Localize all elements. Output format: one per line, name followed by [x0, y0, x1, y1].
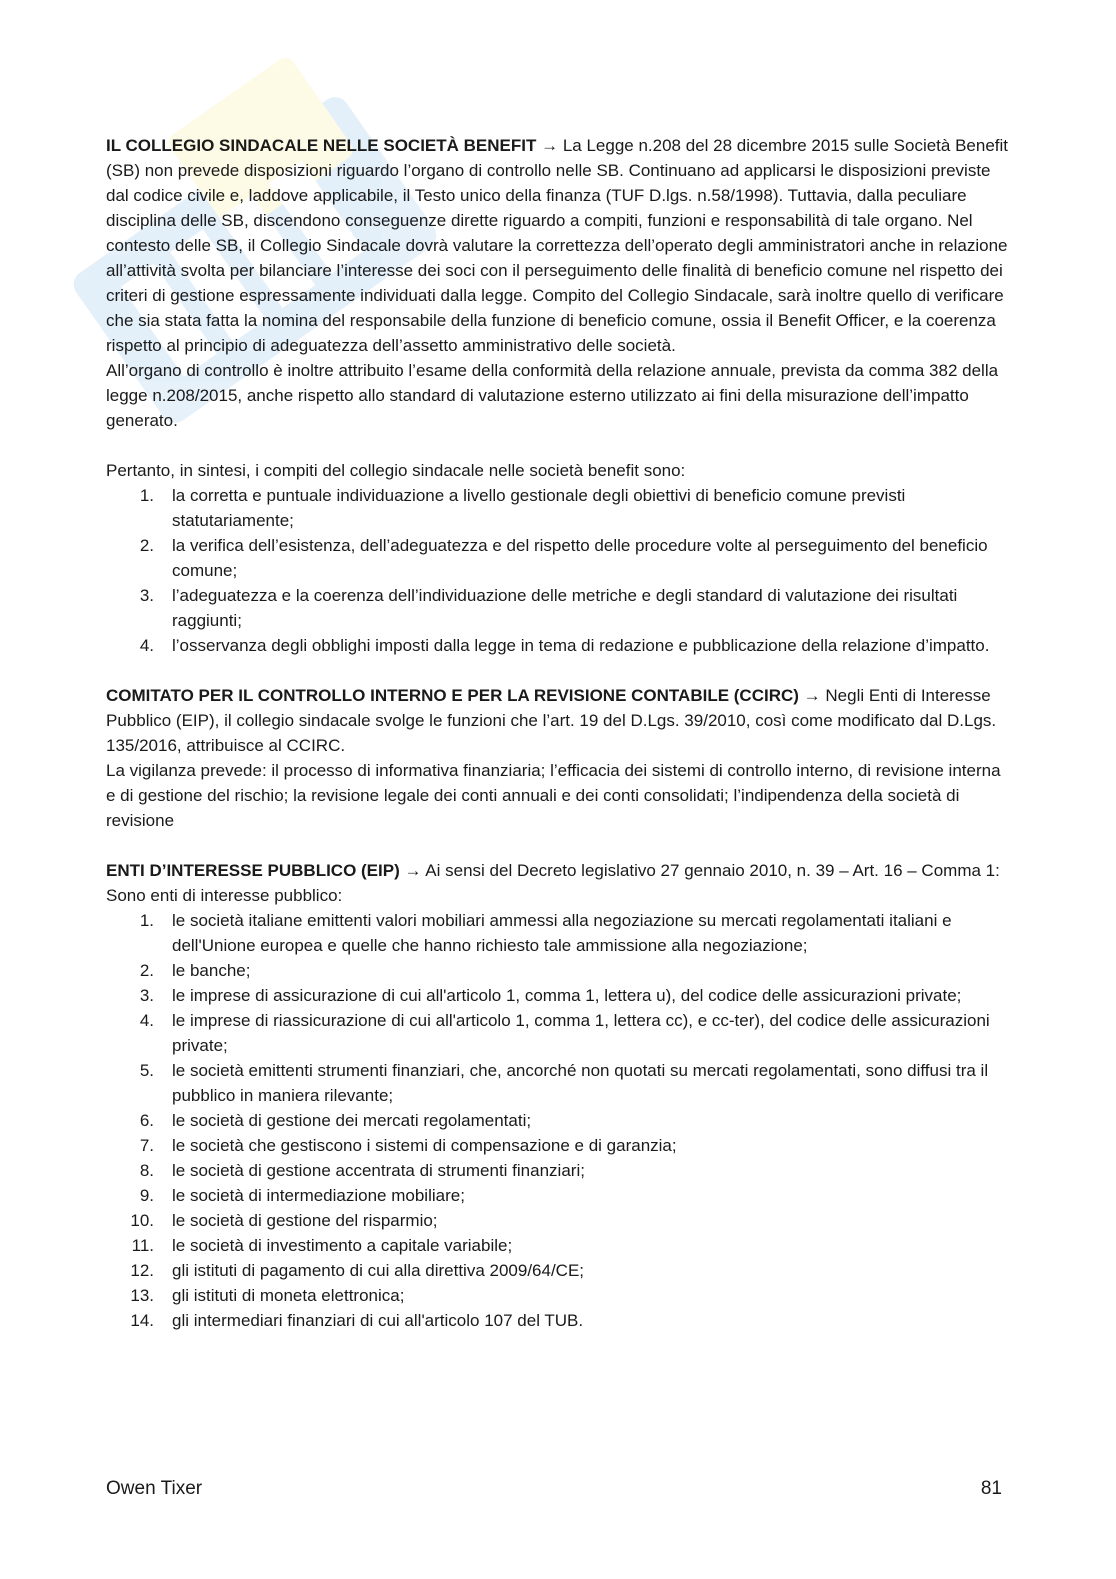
- list-number: 4.: [139, 1011, 154, 1030]
- list-item-text: le imprese di riassicurazione di cui all'articolo 1, comma 1, lettera cc), e cc-ter), del codice delle assicurazioni private;: [172, 1011, 990, 1055]
- footer-author: Owen Tixer: [106, 1478, 203, 1499]
- list-number: 7.: [139, 1136, 154, 1155]
- list-item: [106, 1108, 1012, 1133]
- paragraph-text: Ai sensi del Decreto legislativo 27 gennaio 2010, n. 39 – Art. 16 – Comma 1: Sono enti di interesse pubblico:: [106, 861, 1000, 905]
- list-item-text: le società di investimento a capitale variabile;: [172, 1236, 513, 1255]
- arrow-icon: →: [803, 686, 821, 705]
- section-collegio-sindacale-sb: [106, 133, 1012, 433]
- list-item: [106, 483, 1012, 533]
- arrow-icon: →: [404, 861, 422, 880]
- list-item: [106, 983, 1012, 1008]
- paragraph: [106, 858, 1012, 908]
- document-body: [106, 133, 1012, 1358]
- list-item: [106, 1308, 1012, 1333]
- list-item: [106, 633, 1012, 658]
- numbered-list: [106, 483, 1012, 658]
- section-heading: ENTI D’INTERESSE PUBBLICO (EIP): [106, 861, 400, 880]
- list-number: 2.: [139, 961, 154, 980]
- section-compiti-collegio: [106, 458, 1012, 658]
- page-number: 81: [980, 1478, 1002, 1499]
- numbered-list: [106, 908, 1012, 1333]
- list-item-text: le società di gestione accentrata di strumenti finanziari;: [172, 1161, 585, 1180]
- list-item: [106, 1008, 1012, 1058]
- section-heading: COMITATO PER IL CONTROLLO INTERNO E PER LA REVISIONE CONTABILE (CCIRC): [106, 686, 799, 705]
- list-intro: Pertanto, in sintesi, i compiti del collegio sindacale nelle società benefit sono:: [106, 461, 686, 480]
- list-item-text: le società emittenti strumenti finanziari, che, ancorché non quotati su mercati regolamentati, sono diffusi tra il pubblico in maniera rilevante;: [172, 1061, 989, 1105]
- paragraph: [106, 683, 1012, 758]
- list-item: [106, 1283, 1012, 1308]
- section-ccirc: [106, 683, 1012, 833]
- list-item: [106, 1058, 1012, 1108]
- list-item: [106, 1208, 1012, 1233]
- list-item-text: l’adeguatezza e la coerenza dell’individuazione delle metriche e degli standard di valutazione dei risultati raggiunti;: [172, 586, 958, 630]
- list-item-text: le società di gestione dei mercati regolamentati;: [172, 1111, 532, 1130]
- list-item: [106, 1258, 1012, 1283]
- list-item-text: le imprese di assicurazione di cui all'articolo 1, comma 1, lettera u), del codice delle assicurazioni private;: [172, 986, 962, 1005]
- section-heading: IL COLLEGIO SINDACALE NELLE SOCIETÀ BENEFIT: [106, 136, 537, 155]
- paragraph-text: La Legge n.208 del 28 dicembre 2015 sulle Società Benefit (SB) non prevede disposizioni riguardo l’organo di controllo nelle SB. Continuano ad applicarsi le disposizioni previste dal codice civile e, laddove applicabile, il Testo unico della finanza (TUF D.lgs. n.58/1998). Tuttavia, dalla peculiare disciplina delle SB, discendono conseguenze dirette riguardo a compiti, funzioni e responsabilità di tale organo. Nel contesto delle SB, il Collegio Sindacale dovrà valutare la correttezza dell’operato degli amministratori anche in relazione all’attività svolta per bilanciare l’interesse dei soci con il perseguimento delle finalità di beneficio comune nel rispetto dei criteri di gestione espressamente individuati dalla legge. Compito del Collegio Sindacale, sarà inoltre quello di verificare che sia stata fatta la nomina del responsabile della funzione di beneficio comune, ossia il Benefit Officer, e la coerenza rispetto al principio di adeguatezza dell’assetto amministrativo delle società.: [106, 136, 1008, 355]
- list-item: [106, 1158, 1012, 1183]
- list-item-text: la corretta e puntuale individuazione a livello gestionale degli obiettivi di beneficio comune previsti statutariamente;: [172, 486, 906, 530]
- paragraph: La vigilanza prevede: il processo di informativa finanziaria; l’efficacia dei sistemi di controllo interno, di revisione interna e di gestione del rischio; la revisione legale dei conti annuali e dei conti consolidati; l’indipendenza della società di revisione: [106, 761, 1001, 830]
- list-number: 2.: [139, 536, 154, 555]
- list-item-text: le società italiane emittenti valori mobiliari ammessi alla negoziazione su mercati regolamentati italiani e dell'Unione europea e quelle che hanno richiesto tale ammissione alla negoziazione;: [172, 911, 952, 955]
- list-item-text: le società di gestione del risparmio;: [172, 1211, 438, 1230]
- list-number: 12.: [130, 1261, 154, 1280]
- list-number: 6.: [139, 1111, 154, 1130]
- list-number: 9.: [139, 1186, 154, 1205]
- list-number: 11.: [131, 1236, 154, 1255]
- list-item-text: la verifica dell’esistenza, dell’adeguatezza e del rispetto delle procedure volte al perseguimento del beneficio comune;: [172, 536, 988, 580]
- section-eip: [106, 858, 1012, 1333]
- list-number: 5.: [139, 1061, 154, 1080]
- list-item: [106, 908, 1012, 958]
- list-number: 3.: [139, 586, 154, 605]
- list-item: [106, 533, 1012, 583]
- paragraph: All’organo di controllo è inoltre attribuito l’esame della conformità della relazione annuale, prevista da comma 382 della legge n.208/2015, anche rispetto allo standard di valutazione esterno utilizzato ai fini della misurazione dell’impatto generato.: [106, 361, 999, 430]
- list-item-text: le società che gestiscono i sistemi di compensazione e di garanzia;: [172, 1136, 677, 1155]
- list-item-text: le banche;: [172, 961, 251, 980]
- list-item: [106, 1233, 1012, 1258]
- list-item-text: gli istituti di pagamento di cui alla direttiva 2009/64/CE;: [172, 1261, 585, 1280]
- list-item: [106, 1133, 1012, 1158]
- paragraph-text: Negli Enti di Interesse Pubblico (EIP), il collegio sindacale svolge le funzioni che l’art. 19 del D.Lgs. 39/2010, così come modificato dal D.Lgs. 135/2016, attribuisce al CCIRC.: [106, 686, 997, 755]
- list-item-text: gli istituti di moneta elettronica;: [172, 1286, 405, 1305]
- list-number: 1.: [139, 486, 154, 505]
- paragraph: [106, 133, 1012, 358]
- arrow-icon: →: [541, 136, 559, 155]
- list-number: 1.: [139, 911, 154, 930]
- list-number: 8.: [139, 1161, 154, 1180]
- list-number: 4.: [139, 636, 154, 655]
- list-item-text: le società di intermediazione mobiliare;: [172, 1186, 465, 1205]
- list-number: 14.: [130, 1311, 154, 1330]
- list-number: 13.: [130, 1286, 154, 1305]
- list-item-text: gli intermediari finanziari di cui all'articolo 107 del TUB.: [172, 1311, 584, 1330]
- list-item: [106, 1183, 1012, 1208]
- list-number: 10.: [130, 1211, 154, 1230]
- list-item-text: l’osservanza degli obblighi imposti dalla legge in tema di redazione e pubblicazione della relazione d’impatto.: [172, 636, 990, 655]
- list-number: 3.: [139, 986, 154, 1005]
- list-item: [106, 958, 1012, 983]
- list-item: [106, 583, 1012, 633]
